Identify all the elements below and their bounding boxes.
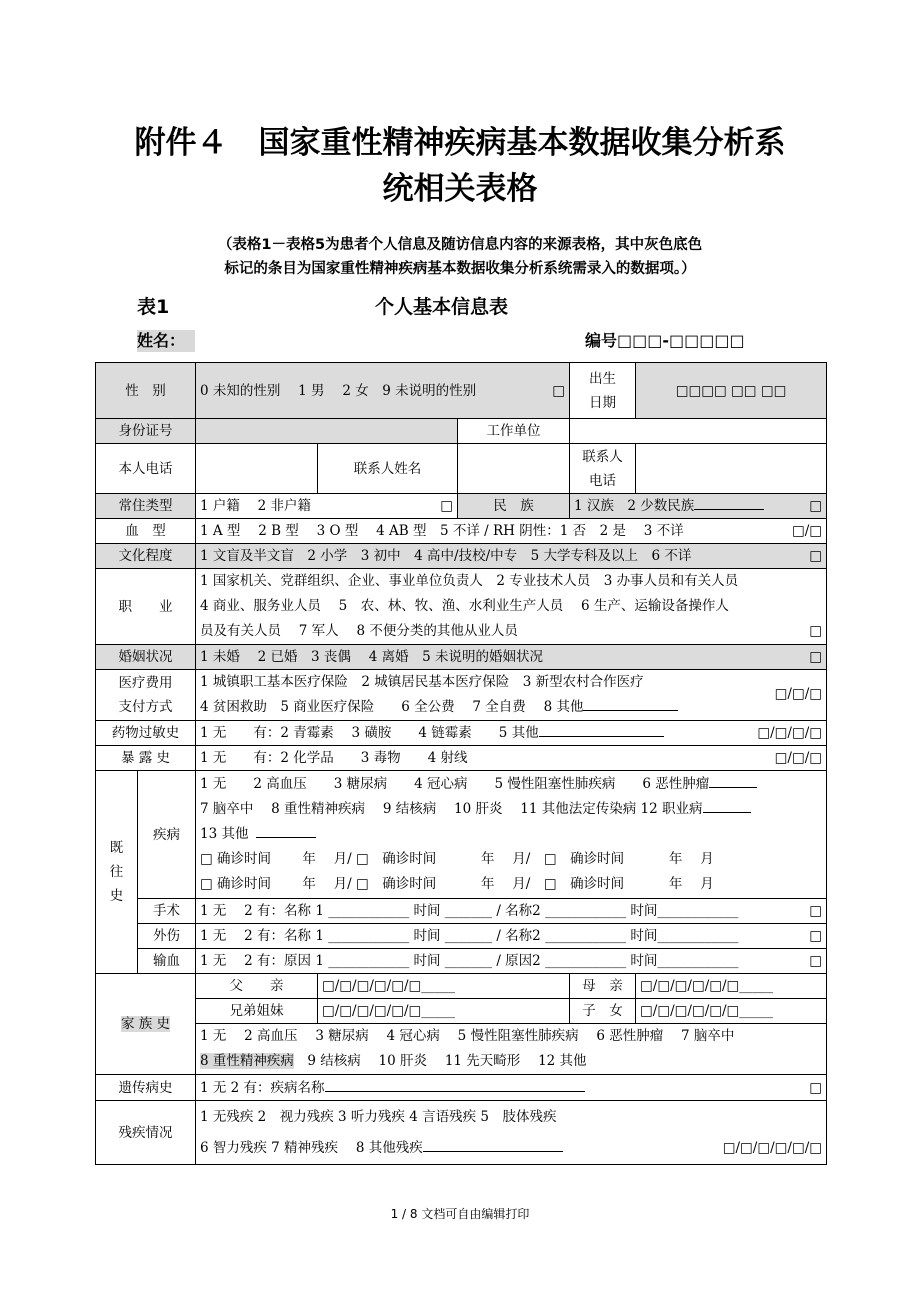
genetic-checkbox[interactable]: □ [809, 1079, 823, 1096]
medical-history-label: 既往史 [96, 771, 138, 974]
id-card-label: 身份证号 [96, 419, 196, 444]
ethnic-label: 民 族 [458, 494, 570, 519]
blood-type-checkbox[interactable]: □/□ [791, 523, 823, 539]
injury-checkbox[interactable]: □ [809, 928, 823, 944]
marital-status-field[interactable]: 1 未婚 2 已婚 3 丧偶 4 离婚 5 未说明的婚姻状况 □ [196, 645, 827, 670]
mother-boxes[interactable]: □/□/□/□/□/□_____ [636, 974, 827, 999]
transfusion-checkbox[interactable]: □ [809, 953, 823, 969]
gender-field[interactable]: 0 未知的性别 1 男 2 女 9 未说明的性别 □ [196, 363, 570, 419]
family-disease-list: 1 无 2 高血压 3 糖尿病 4 冠心病 5 慢性阻塞性肺疾病 6 恶性肿瘤 7 脑卒中 8 重性精神疾病 9 结核病 10 肝炎 11 先天畸形 12 其他 [196, 1024, 827, 1075]
education-label: 文化程度 [96, 544, 196, 569]
work-unit-label: 工作单位 [458, 419, 570, 444]
marital-checkbox[interactable]: □ [809, 649, 823, 665]
exposure-label: 暴 露 史 [96, 746, 196, 771]
ethnic-checkbox[interactable]: □ [809, 498, 823, 514]
siblings-label: 兄弟姐妹 [196, 999, 318, 1024]
genetic-history-field[interactable]: 1 无 2 有：疾病名称 □ [196, 1075, 827, 1101]
surgery-checkbox[interactable]: □ [809, 903, 823, 919]
id-number-label: 编号□□□-□□□□□ [585, 331, 745, 350]
father-label: 父 亲 [196, 974, 318, 999]
children-boxes[interactable]: □/□/□/□/□/□_____ [636, 999, 827, 1024]
occupation-label: 职 业 [96, 569, 196, 645]
disability-label: 残疾情况 [96, 1101, 196, 1165]
siblings-boxes[interactable]: □/□/□/□/□/□_____ [318, 999, 570, 1024]
transfusion-field[interactable]: 1 无 2 有：原因 1 ____________ 时间 _______ / 原因2 ____________ 时间____________ □ [196, 949, 827, 974]
phone-label: 本人电话 [96, 444, 196, 494]
contact-phone-label: 联系人 电话 [570, 444, 636, 494]
table-number: 表1 [137, 296, 170, 318]
contact-name-input[interactable] [458, 444, 570, 494]
transfusion-label: 输血 [138, 949, 196, 974]
genetic-history-label: 遗传病史 [96, 1075, 196, 1101]
education-field[interactable]: 1 文盲及半文盲 2 小学 3 初中 4 高中/技校/中专 5 大学专科及以上 6 不详 □ [196, 544, 827, 569]
personal-info-table [95, 362, 827, 1165]
disability-checkbox[interactable]: □/□/□/□/□/□ [722, 1139, 823, 1156]
note-line-2: 标记的条目为国家重性精神疾病基本数据收集分析系统需录入的数据项。） [224, 261, 696, 277]
gender-checkbox[interactable]: □ [552, 382, 566, 399]
marital-status-label: 婚姻状况 [96, 645, 196, 670]
note-line-1: （表格1－表格5为患者个人信息及随访信息内容的来源表格，其中灰色底色 [217, 237, 703, 253]
id-card-input[interactable] [196, 419, 458, 444]
birth-label: 出生 日期 [570, 363, 636, 419]
father-boxes[interactable]: □/□/□/□/□/□_____ [318, 974, 570, 999]
blood-type-label: 血 型 [96, 519, 196, 544]
contact-name-label: 联系人姓名 [318, 444, 458, 494]
disease-field[interactable]: 1 无 2 高血压 3 糖尿病 4 冠心病 5 慢性阻塞性肺疾病 6 恶性肿瘤 7 脑卒中 8 重性精神疾病 9 结核病 10 肝炎 11 其他法定传染病 12 职业病 13 其他 □ 确诊时间 年 月/ □ 确诊时间 年 月/ □ 确诊时间 年 月 □ 确诊时间 年 月/ □ 确诊时间 年 月/ □ 确诊时间 年 月 [196, 771, 827, 899]
page-footer: 1 / 8 文档可自由编辑打印 [390, 1207, 530, 1221]
drug-allergy-label: 药物过敏史 [96, 721, 196, 746]
document-title-line-1: 附件４ 国家重性精神疾病基本数据收集分析系 [134, 125, 786, 161]
exposure-field[interactable]: 1 无 有：2 化学品 3 毒物 4 射线 □/□/□ [196, 746, 827, 771]
highlighted-option: 8 重性精神疾病 [200, 1053, 294, 1069]
exposure-checkbox[interactable]: □/□/□ [774, 750, 823, 766]
education-checkbox[interactable]: □ [809, 548, 823, 564]
contact-phone-input[interactable] [636, 444, 827, 494]
allergy-checkbox[interactable]: □/□/□/□ [757, 725, 823, 741]
name-label: 姓名： [137, 330, 195, 352]
drug-allergy-field[interactable]: 1 无 有：2 青霉素 3 磺胺 4 链霉素 5 其他 □/□/□/□ [196, 721, 827, 746]
family-history-label-cell [96, 974, 196, 1075]
children-label: 子 女 [570, 999, 636, 1024]
surgery-field[interactable]: 1 无 2 有：名称 1 ____________ 时间 _______ / 名称2 ____________ 时间____________ □ [196, 899, 827, 924]
payment-checkbox[interactable]: □/□/□ [774, 686, 823, 702]
occupation-field[interactable]: 1 国家机关、党群组织、企业、事业单位负责人 2 专业技术人员 3 办事人员和有关人员 4 商业、服务业人员 5 农、林、牧、渔、水利业生产人员 6 生产、运输设备操作人 员及有关人员 7 军人 8 不便分类的其他从业人员 □ [196, 569, 827, 645]
injury-label: 外伤 [138, 924, 196, 949]
injury-field[interactable]: 1 无 2 有：名称 1 ____________ 时间 _______ / 名称2 ____________ 时间____________ □ [196, 924, 827, 949]
disease-label: 疾病 [138, 771, 196, 899]
residence-checkbox[interactable]: □ [440, 498, 453, 514]
blood-type-field[interactable]: 1 A 型 2 B 型 3 O 型 4 AB 型 5 不详 / RH 阴性：1 否 2 是 3 不详 □/□ [196, 519, 827, 544]
table-title: 个人基本信息表 [375, 296, 509, 318]
residence-label: 常住类型 [96, 494, 196, 519]
phone-input[interactable] [196, 444, 318, 494]
work-unit-input[interactable] [570, 419, 827, 444]
birth-date-boxes[interactable]: □□□□ □□ □□ [636, 363, 827, 419]
surgery-label: 手术 [138, 899, 196, 924]
ethnic-field[interactable]: 1 汉族 2 少数民族 □ [570, 494, 827, 519]
family-history-label: 家 族 史 [120, 1016, 171, 1032]
occupation-checkbox[interactable]: □ [809, 623, 823, 639]
payment-method-label: 医疗费用 支付方式 [96, 670, 196, 721]
residence-field[interactable]: 1 户籍 2 非户籍 □ [196, 494, 458, 519]
gender-label: 性 别 [96, 363, 196, 419]
disability-field[interactable]: 1 无残疾 2 视力残疾 3 听力残疾 4 言语残疾 5 肢体残疾 6 智力残疾 7 精神残疾 8 其他残疾 □/□/□/□/□/□ [196, 1101, 827, 1165]
mother-label: 母 亲 [570, 974, 636, 999]
document-title-line-2: 统相关表格 [382, 171, 538, 207]
payment-method-field[interactable]: □/□/□ 1 城镇职工基本医疗保险 2 城镇居民基本医疗保险 3 新型农村合作医疗 4 贫困救助 5 商业医疗保险 6 全公费 7 全自费 8 其他 [196, 670, 827, 721]
